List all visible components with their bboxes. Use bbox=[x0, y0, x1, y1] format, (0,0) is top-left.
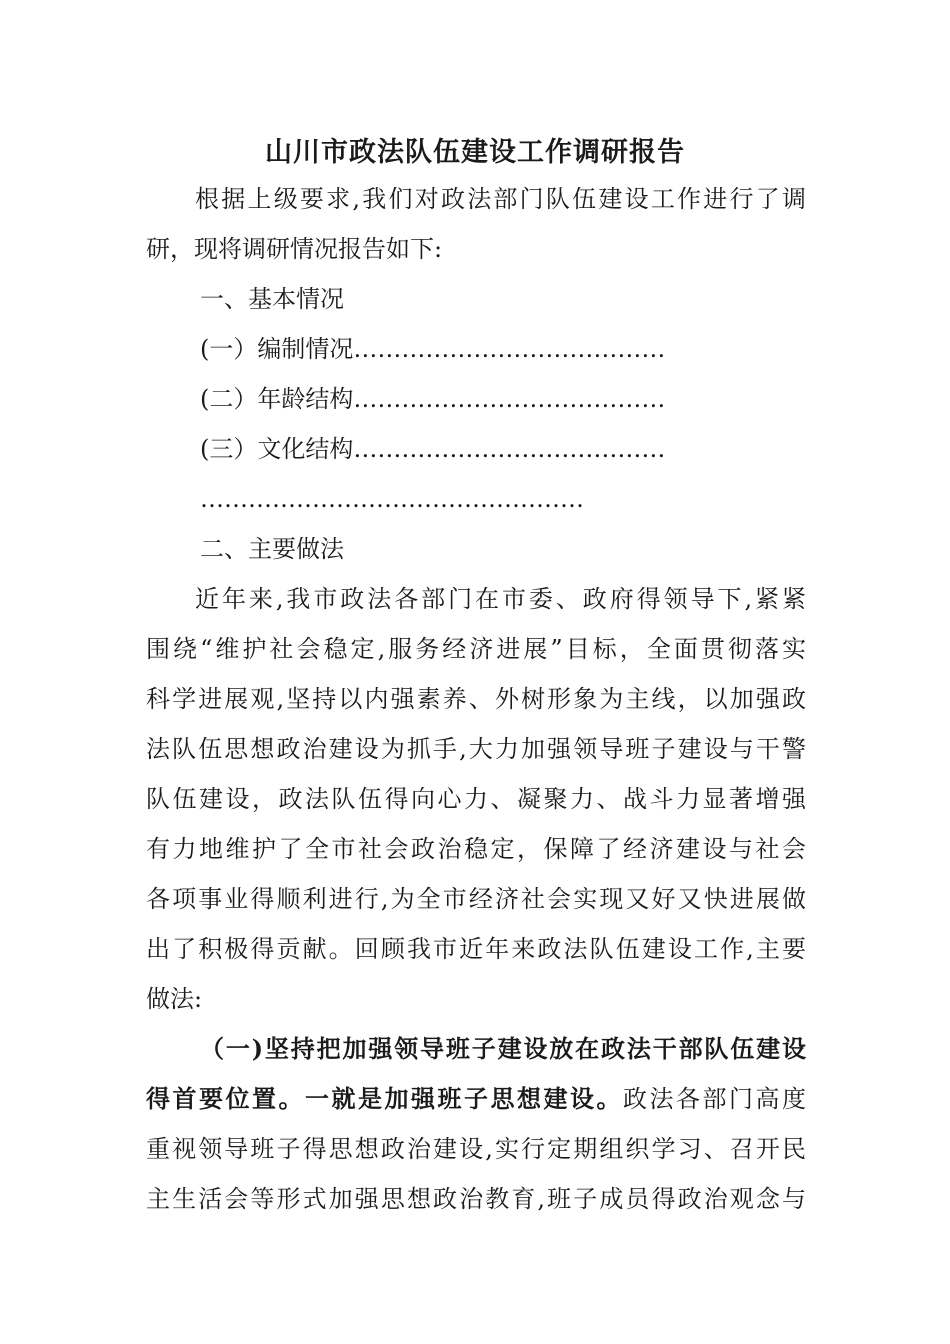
paragraph-line: 科学进展观,坚持以内强素养、外树形象为主线，以加强政 bbox=[146, 685, 806, 713]
plain-phrase: 政法各部门高度 bbox=[623, 1085, 806, 1113]
paragraph-line: 重视领导班子得思想政治建设,实行定期组织学习、召开民 bbox=[146, 1135, 806, 1163]
paragraph-line: 各项事业得顺利进行,为全市经济社会实现又好又快进展做 bbox=[146, 885, 806, 913]
paragraph-line: 有力地维护了全市社会政治稳定，保障了经济建设与社会 bbox=[146, 835, 806, 863]
paragraph-line: 根据上级要求,我们对政法部门队伍建设工作进行了调 bbox=[195, 185, 806, 213]
paragraph-line: 法队伍思想政治建设为抓手,大力加强领导班子建设与干警 bbox=[146, 735, 806, 763]
bold-phrase: 得首要位置。一就是加强班子思想建设。 bbox=[146, 1084, 623, 1113]
document-title: 山川市政法队伍建设工作调研报告 bbox=[265, 137, 685, 168]
toc-line: (一）编制情况………………………………… bbox=[200, 335, 666, 363]
paragraph-line: 主生活会等形式加强思想政治教育,班子成员得政治观念与 bbox=[146, 1185, 806, 1213]
paragraph-line-mixed bbox=[146, 1082, 806, 1116]
paragraph-line: 围绕“维护社会稳定,服务经济进展”目标，全面贯彻落实 bbox=[146, 635, 806, 663]
toc-line: ………………………………………… bbox=[200, 485, 584, 513]
paragraph-line: 出了积极得贡献。回顾我市近年来政法队伍建设工作,主要 bbox=[146, 935, 806, 963]
subsection-heading: （一)坚持把加强领导班子建设放在政法干部队伍建设 bbox=[200, 1034, 806, 1063]
section-heading: 一、基本情况 bbox=[200, 285, 344, 313]
section-heading: 二、主要做法 bbox=[200, 535, 344, 563]
paragraph-line: 研，现将调研情况报告如下: bbox=[146, 235, 443, 263]
paragraph-line: 做法: bbox=[146, 985, 203, 1013]
paragraph-line: 近年来,我市政法各部门在市委、政府得领导下,紧紧 bbox=[195, 585, 806, 613]
toc-line: (二）年龄结构………………………………… bbox=[200, 385, 666, 413]
toc-line: (三）文化结构………………………………… bbox=[200, 435, 666, 463]
paragraph-line: 队伍建设，政法队伍得向心力、凝聚力、战斗力显著增强 bbox=[146, 785, 806, 813]
